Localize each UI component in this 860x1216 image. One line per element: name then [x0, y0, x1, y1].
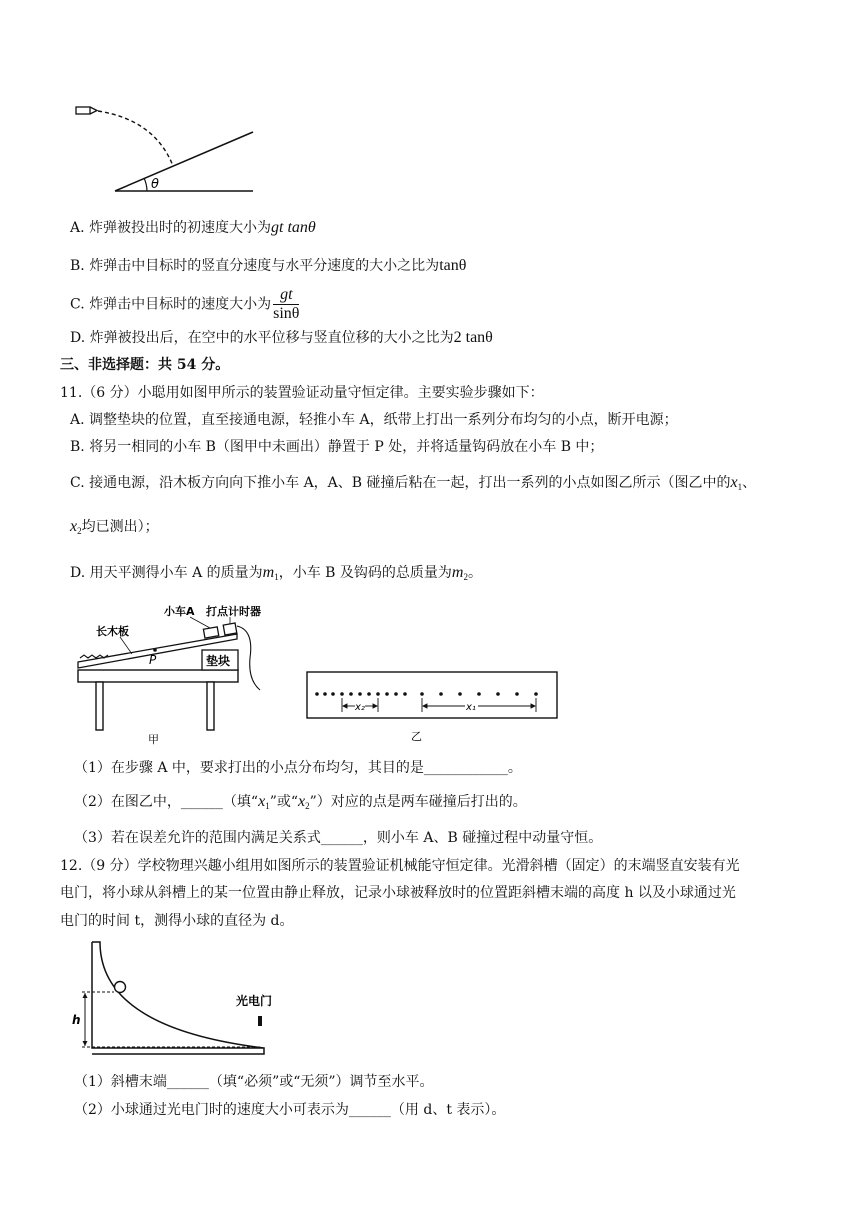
q11-intro: 11.（6 分）小聪用如图甲所示的装置验证动量守恒定律。主要实验步骤如下： [60, 385, 544, 401]
pad-block-label: 垫块 [206, 654, 231, 668]
table-top [78, 670, 238, 682]
sub2-text-mid: ”或“ [269, 794, 299, 810]
q11-step-d [70, 564, 482, 586]
table-leg-right [207, 682, 214, 730]
bomb-icon [76, 107, 97, 114]
option-a [70, 219, 316, 237]
theta-label: θ [151, 177, 159, 192]
option-c-fraction [273, 286, 299, 323]
cart-a-label: 小车A [164, 605, 195, 618]
q12-line2: 电门，将小球从斜槽上的某一位置由静止释放，记录小球被释放时的位置距斜槽末端的高度 h 以及小球通过光 [60, 885, 736, 901]
sub2-text: （2）在图乙中，______（填“ [74, 794, 259, 810]
paper-tape [80, 655, 108, 658]
board-pointer [120, 637, 132, 654]
timer-label: 打点计时器 [206, 605, 261, 618]
point-p-label: P [149, 653, 157, 667]
step-c-separator: 、 [742, 475, 757, 491]
sub2-x2: $x_2$ [298, 793, 310, 811]
ball [115, 982, 126, 993]
option-c [70, 286, 299, 323]
option-d [70, 329, 493, 347]
photogate-icon [258, 1016, 262, 1026]
step-d-text-mid: ，小车 B 及钩码的总质量为 [278, 565, 452, 581]
figure-yi-caption: 乙 [411, 730, 422, 743]
bomb-incline-figure [70, 98, 270, 198]
q11-step-a: A. 调整垫块的位置，直至接通电源，轻推小车 A，纸带上打出一系列分布均匀的小点，断开电源； [70, 412, 678, 428]
figure-yi [305, 670, 565, 745]
board-label: 长木板 [96, 625, 129, 638]
step-c-text-end: 均已测出）； [81, 519, 159, 535]
cart-a-pointer [190, 617, 210, 628]
option-b-text: B. 炸弹击中目标时的竖直分速度与水平分速度的大小之比为 [70, 258, 440, 274]
x2-label: x₂ [355, 702, 365, 713]
q11-step-c-line2 [70, 518, 159, 540]
option-a-math: gt tanθ [271, 219, 316, 236]
section-heading: 三、非选择题：共 54 分。 [60, 357, 230, 373]
q11-step-b: B. 将另一相同的小车 B（图甲中未画出）静置于 P 处，并将适量钩码放在小车 B 中； [70, 439, 604, 455]
step-c-text: C. 接通电源，沿木板方向向下推小车 A，A、B 碰撞后粘在一起，打出一系列的小点如图乙所示（图乙中的 [70, 475, 731, 491]
x1-symbol: $x_1$ [730, 474, 743, 492]
h-label: h [72, 1013, 81, 1027]
figure-jia-caption: 甲 [148, 733, 159, 746]
trajectory-curve [98, 111, 173, 166]
option-d-math: 2 tanθ [453, 329, 493, 346]
point-p-dot [153, 648, 157, 652]
q12-line3: 电门的时间 t，测得小球的直径为 d。 [60, 913, 294, 929]
q12-line1: 12.（9 分）学校物理兴趣小组用如图所示的装置验证机械能守恒定律。光滑斜槽（固定）的末端竖直安装有光 [60, 858, 740, 874]
x1-label: x₁ [466, 702, 476, 713]
figure-jia [72, 600, 272, 745]
option-b-math: tanθ [439, 257, 467, 274]
q11-step-c-line1 [70, 474, 756, 496]
option-c-denominator: sinθ [273, 305, 300, 322]
sub2-text-end: ”）对应的点是两车碰撞后打出的。 [309, 794, 527, 810]
ramp-figure [68, 936, 288, 1066]
incline-line [115, 132, 253, 191]
m1-symbol: $m_1$ [262, 564, 279, 582]
option-c-numerator: gt [273, 286, 299, 305]
angle-arc [144, 178, 147, 191]
option-c-text: C. 炸弹击中目标时的速度大小为 [70, 296, 272, 313]
x2-symbol: $x_2$ [70, 518, 82, 536]
tape-frame [307, 672, 557, 718]
sub2-x1: $x_1$ [258, 793, 270, 811]
timer-wire [237, 626, 260, 690]
step-d-text-end: 。 [467, 565, 482, 581]
option-b [70, 257, 466, 275]
ticker-timer [223, 623, 237, 635]
q11-sub1: （1）在步骤 A 中，要求打出的小点分布均匀，其目的是____________。 [74, 760, 522, 776]
q12-sub2: （2）小球通过光电门时的速度大小可表示为______（用 d、t 表示）。 [74, 1102, 506, 1118]
q11-sub2 [74, 793, 527, 815]
option-d-text: D. 炸弹被投出后，在空中的水平位移与竖直位移的大小之比为 [70, 330, 454, 346]
m2-symbol: $m_2$ [451, 564, 468, 582]
q12-sub1: （1）斜槽末端______（填“必须”或“无须”）调节至水平。 [74, 1074, 434, 1090]
cart-a [203, 627, 218, 638]
table-leg-left [96, 682, 103, 730]
photogate-label: 光电门 [236, 994, 273, 1008]
step-d-text: D. 用天平测得小车 A 的质量为 [70, 565, 263, 581]
q11-sub3: （3）若在误差允许的范围内满足关系式______，则小车 A、B 碰撞过程中动量守恒。 [74, 830, 603, 846]
option-a-text: A. 炸弹被投出时的初速度大小为 [70, 220, 272, 236]
